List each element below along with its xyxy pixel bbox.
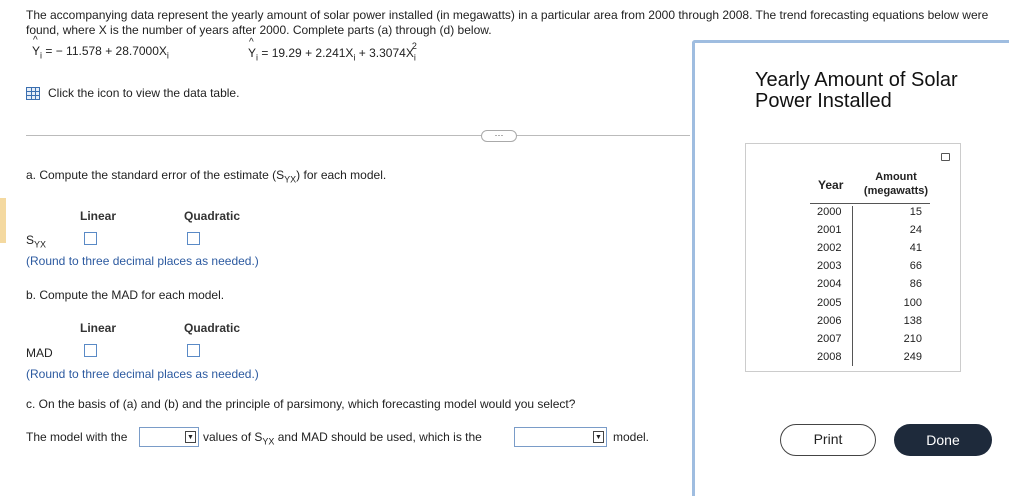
panel-title-line: Power Installed bbox=[755, 90, 892, 112]
done-button[interactable]: Done bbox=[894, 424, 992, 456]
table-cell-year: 2005 bbox=[817, 296, 842, 309]
data-table-link[interactable] bbox=[26, 86, 239, 100]
mad-linear-input[interactable] bbox=[84, 344, 97, 357]
quadratic-equation bbox=[248, 41, 417, 63]
table-cell-year: 2007 bbox=[817, 332, 842, 345]
data-table-link-text: Click the icon to view the data table. bbox=[48, 86, 240, 100]
sentence-text: values of S bbox=[203, 430, 263, 444]
column-rule bbox=[852, 206, 853, 366]
part-b-question: b. Compute the MAD for each model. bbox=[26, 288, 225, 302]
round-note: (Round to three decimal places as needed.) bbox=[26, 254, 259, 268]
sentence-text: and MAD should be used, which is the bbox=[274, 430, 482, 444]
panel-title bbox=[755, 70, 958, 112]
eq-sub: i bbox=[256, 52, 259, 63]
dropdown-arrow-icon[interactable]: ▼ bbox=[593, 431, 604, 443]
col-linear: Linear bbox=[80, 209, 117, 223]
table-cell-amount: 41 bbox=[909, 242, 922, 255]
panel-title-line: Yearly Amount of Solar bbox=[755, 69, 958, 91]
table-cell-year: 2002 bbox=[817, 242, 842, 255]
sentence-sub: YX bbox=[262, 436, 275, 447]
table-cell-amount: 138 bbox=[903, 314, 922, 327]
col-quadratic: Quadratic bbox=[184, 209, 241, 223]
table-cell-amount: 86 bbox=[909, 278, 922, 291]
amount-header-line: (megawatts) bbox=[863, 185, 929, 197]
mad-quadratic-input[interactable] bbox=[187, 344, 200, 357]
eq-sub: i bbox=[353, 52, 356, 63]
table-cell-year: 2001 bbox=[817, 224, 842, 237]
table-cell-year: 2003 bbox=[817, 260, 842, 273]
table-cell-year: 2004 bbox=[817, 278, 842, 291]
syx-quadratic-input[interactable] bbox=[187, 232, 200, 245]
part-c-question: c. On the basis of (a) and (b) and the principle of parsimony, which forecasting model would you select? bbox=[26, 397, 576, 411]
col-linear: Linear bbox=[80, 321, 117, 335]
table-cell-amount: 15 bbox=[909, 206, 922, 218]
part-c-sentence-b bbox=[203, 430, 482, 446]
header-rule bbox=[810, 203, 930, 204]
row-label-sub: YX bbox=[34, 239, 47, 250]
q-text: a. Compute the standard error of the estimate (S bbox=[26, 168, 285, 182]
copy-icon[interactable] bbox=[941, 153, 950, 161]
eq-sub: i bbox=[40, 50, 43, 61]
more-button[interactable]: ⋯ bbox=[481, 130, 517, 142]
part-c-sentence-c: model. bbox=[613, 430, 650, 444]
eq-sub: i bbox=[413, 52, 416, 63]
part-marker bbox=[0, 198, 6, 243]
eq-rhs: + 3.3074X bbox=[355, 46, 414, 60]
linear-equation bbox=[32, 44, 169, 60]
table-cell-amount: 24 bbox=[909, 224, 922, 237]
intro-text: The accompanying data represent the yearly amount of solar power installed (in megawatts) in a particular area from 2000 through 2008. The trend forecasting equations below were found, where X is the number of years after 2000. Complete parts (a) through (d) below. bbox=[26, 8, 989, 37]
part-c-sentence-a: The model with the bbox=[26, 430, 128, 444]
eq-lhs: ^ Y bbox=[32, 44, 40, 58]
table-cell-amount: 66 bbox=[909, 260, 922, 273]
round-note: (Round to three decimal places as needed.) bbox=[26, 367, 259, 381]
syx-row-label bbox=[26, 233, 46, 249]
table-icon[interactable] bbox=[26, 87, 40, 100]
table-cell-amount: 100 bbox=[903, 296, 922, 309]
table-cell-year: 2008 bbox=[817, 350, 842, 363]
table-cell-year: 2000 bbox=[817, 206, 842, 218]
mad-row-label: MAD bbox=[26, 346, 53, 360]
q-sub: YX bbox=[284, 174, 297, 185]
eq-rhs: = 19.29 + 2.241X bbox=[261, 46, 354, 60]
q-text: ) for each model. bbox=[296, 168, 387, 182]
eq-sup: 2 bbox=[411, 41, 417, 51]
amount-header-line: Amount bbox=[875, 171, 917, 183]
part-a-question bbox=[26, 168, 386, 184]
eq-lhs: ^ Y bbox=[248, 46, 256, 60]
dropdown-arrow-icon[interactable]: ▼ bbox=[185, 431, 196, 443]
eq-rhs: = − 11.578 + 28.7000X bbox=[45, 44, 167, 58]
col-quadratic: Quadratic bbox=[184, 321, 241, 335]
divider bbox=[26, 135, 690, 136]
year-header: Year bbox=[818, 178, 844, 192]
eq-sub: i bbox=[166, 50, 169, 61]
table-cell-amount: 210 bbox=[903, 332, 922, 345]
syx-linear-input[interactable] bbox=[84, 232, 97, 245]
model-criterion-select[interactable] bbox=[139, 427, 199, 447]
model-choice-select[interactable] bbox=[514, 427, 607, 447]
table-cell-year: 2006 bbox=[817, 314, 842, 327]
table-cell-amount: 249 bbox=[903, 350, 922, 363]
print-button[interactable]: Print bbox=[780, 424, 876, 456]
row-label-text: S bbox=[26, 233, 35, 247]
amount-header bbox=[856, 170, 936, 198]
